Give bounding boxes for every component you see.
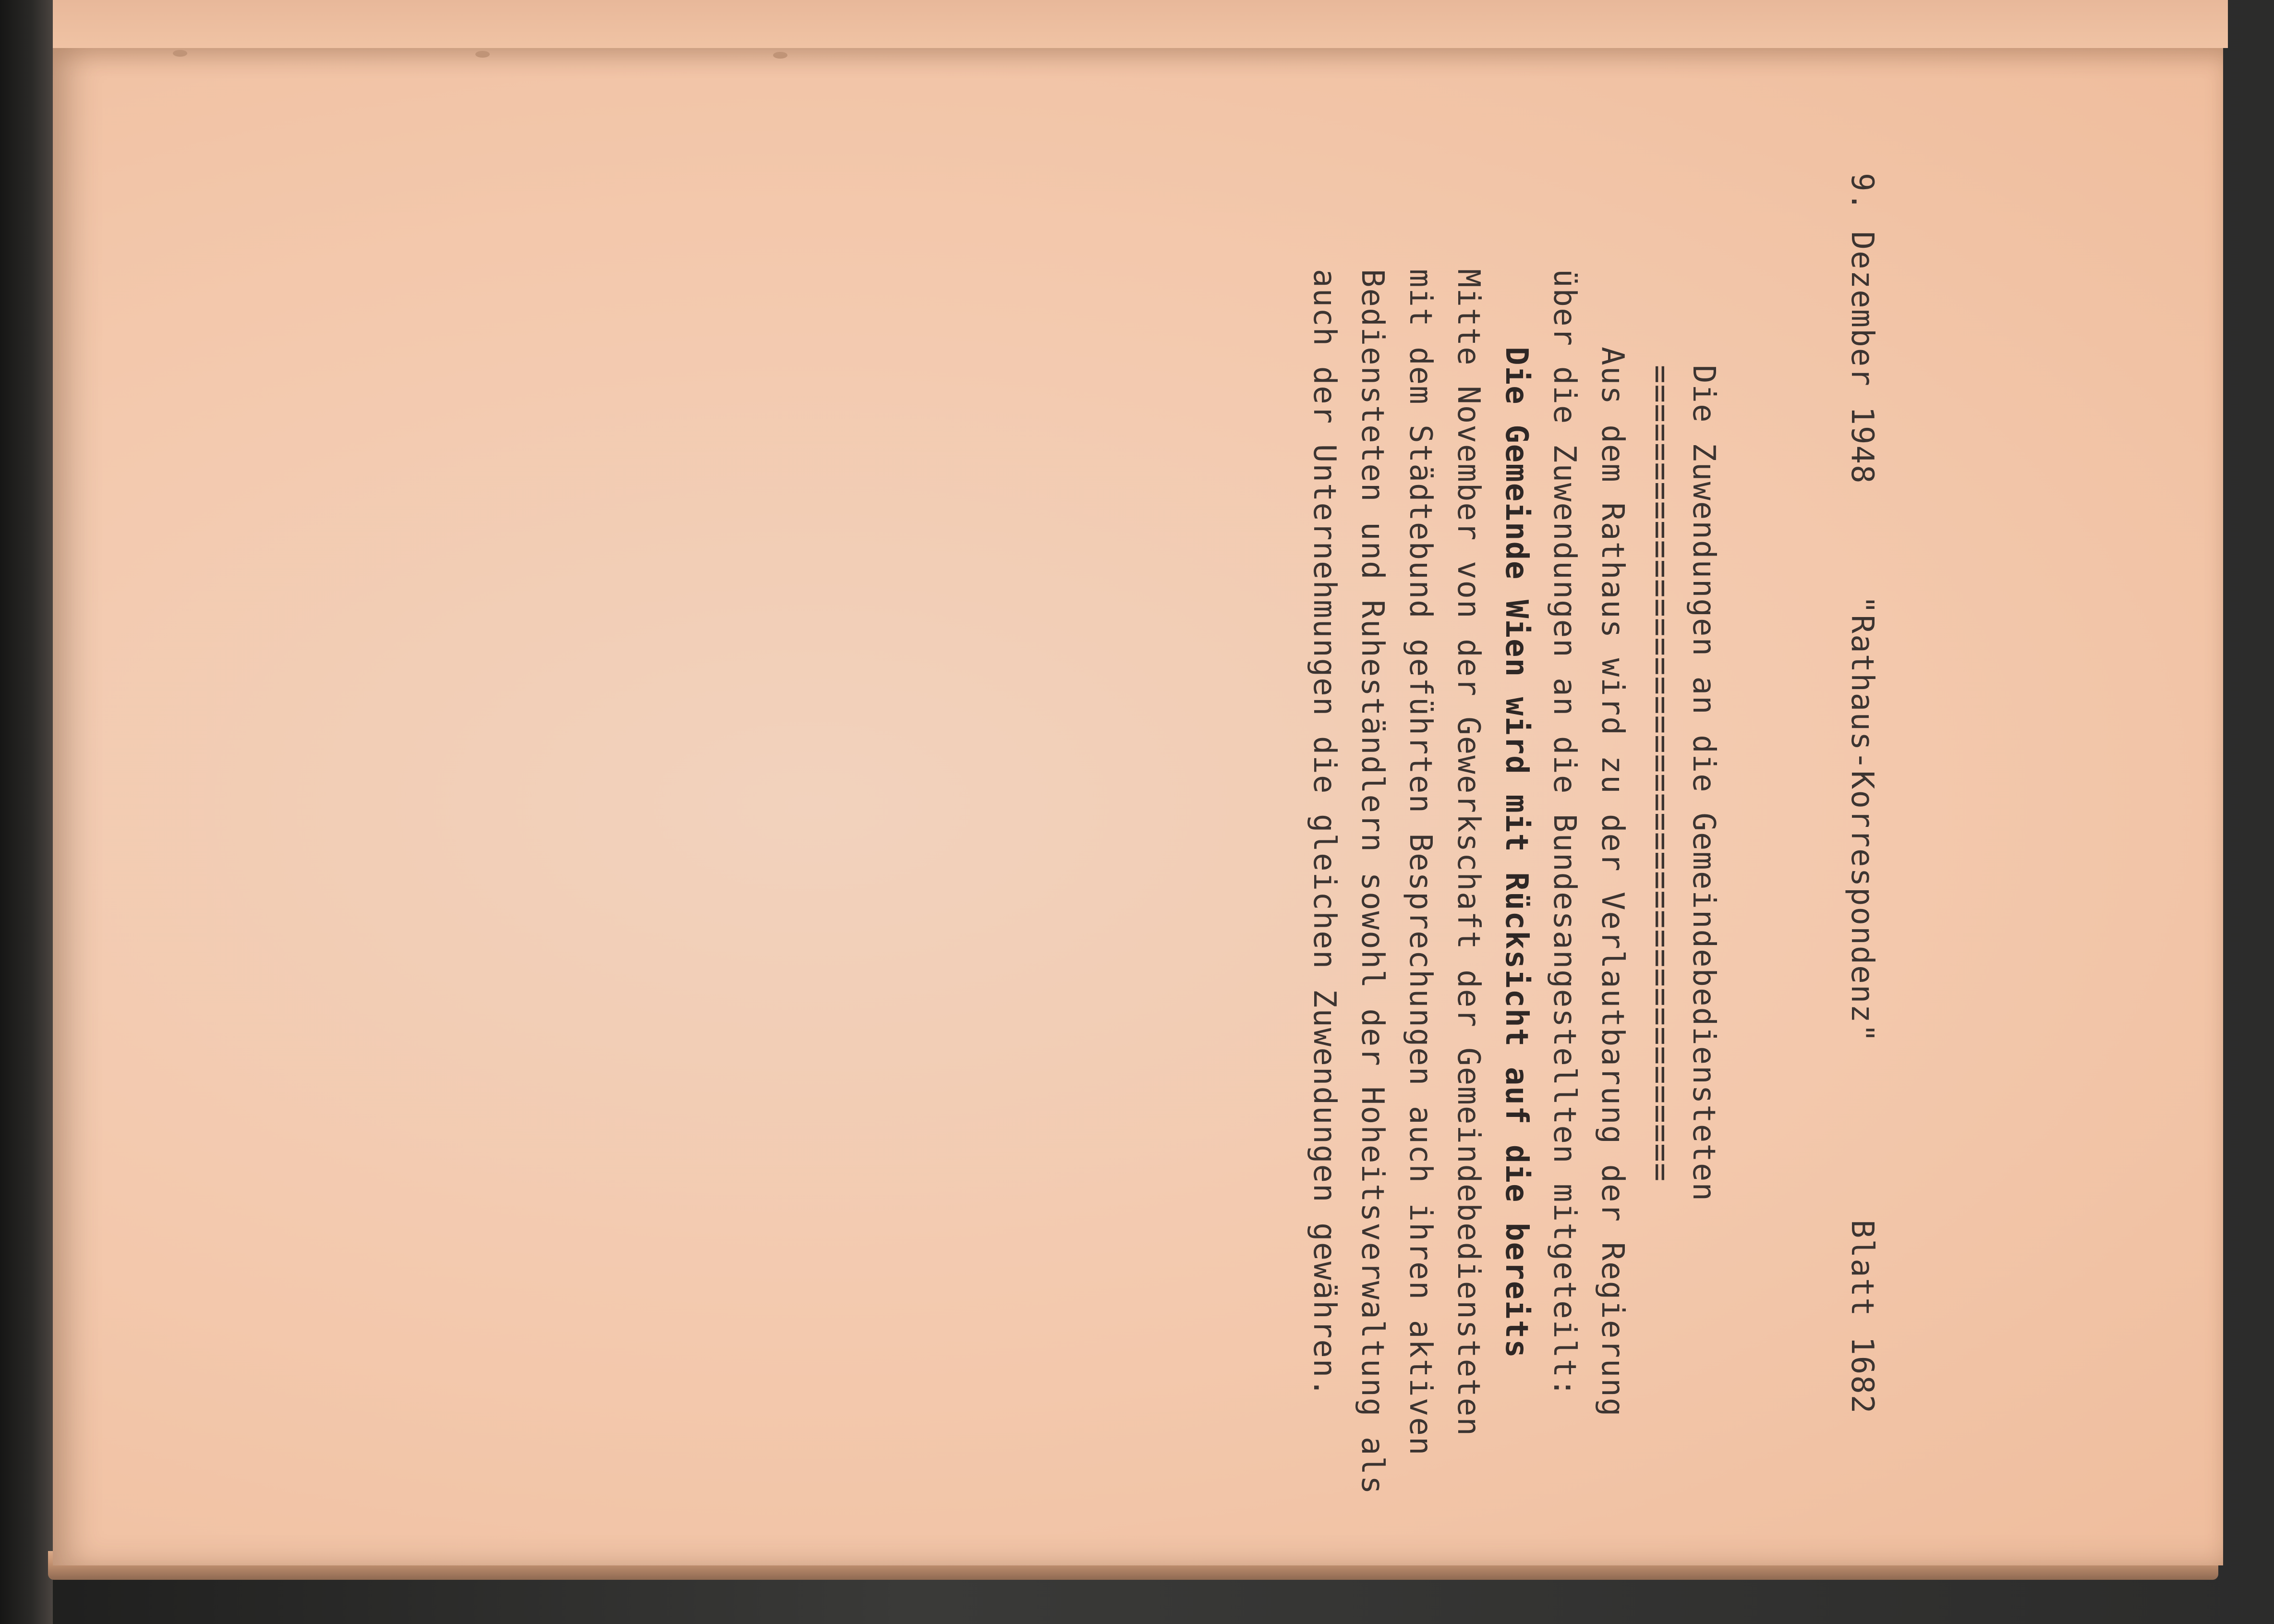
binding-hole: [773, 52, 787, 59]
article-line: auch der Unternehmungen die gleichen Zuwendungen gewähren.: [1306, 269, 1342, 1398]
header-sheet-number: Blatt 1682: [1844, 1220, 1880, 1415]
article-line: Die Gemeinde Wien wird mit Rücksicht auf die bereits: [1499, 269, 1534, 1359]
article-line: mit dem Städtebund geführten Besprechungen auch ihren aktiven: [1403, 269, 1438, 1456]
article-line: Aus dem Rathaus wird zu der Verlautbarung der Regierung: [1595, 269, 1630, 1418]
paper-sheet: [53, 48, 2223, 1565]
article-title: Die Zuwendungen an die Gemeindebediensteten: [1686, 365, 1721, 1202]
article-line: Bediensteten und Ruheständlern sowohl der Hoheitsverwaltung als: [1355, 269, 1390, 1495]
binding-hole: [475, 51, 490, 58]
rotated-typed-text: [0, 173, 1880, 1624]
binding-hole: [173, 50, 187, 57]
header-date: 9. Dezember 1948: [1844, 173, 1880, 485]
article-line: über die Zuwendungen an die Bundesangestellten mitgeteilt:: [1547, 269, 1582, 1398]
title-underline: ==========================================: [1643, 365, 1678, 1183]
page-stack-top: [53, 0, 2228, 48]
header-publication: "Rathaus-Korrespondenz": [1844, 595, 1880, 1043]
article-line: Mitte November von der Gewerkschaft der Gemeindebediensteten: [1451, 269, 1486, 1437]
